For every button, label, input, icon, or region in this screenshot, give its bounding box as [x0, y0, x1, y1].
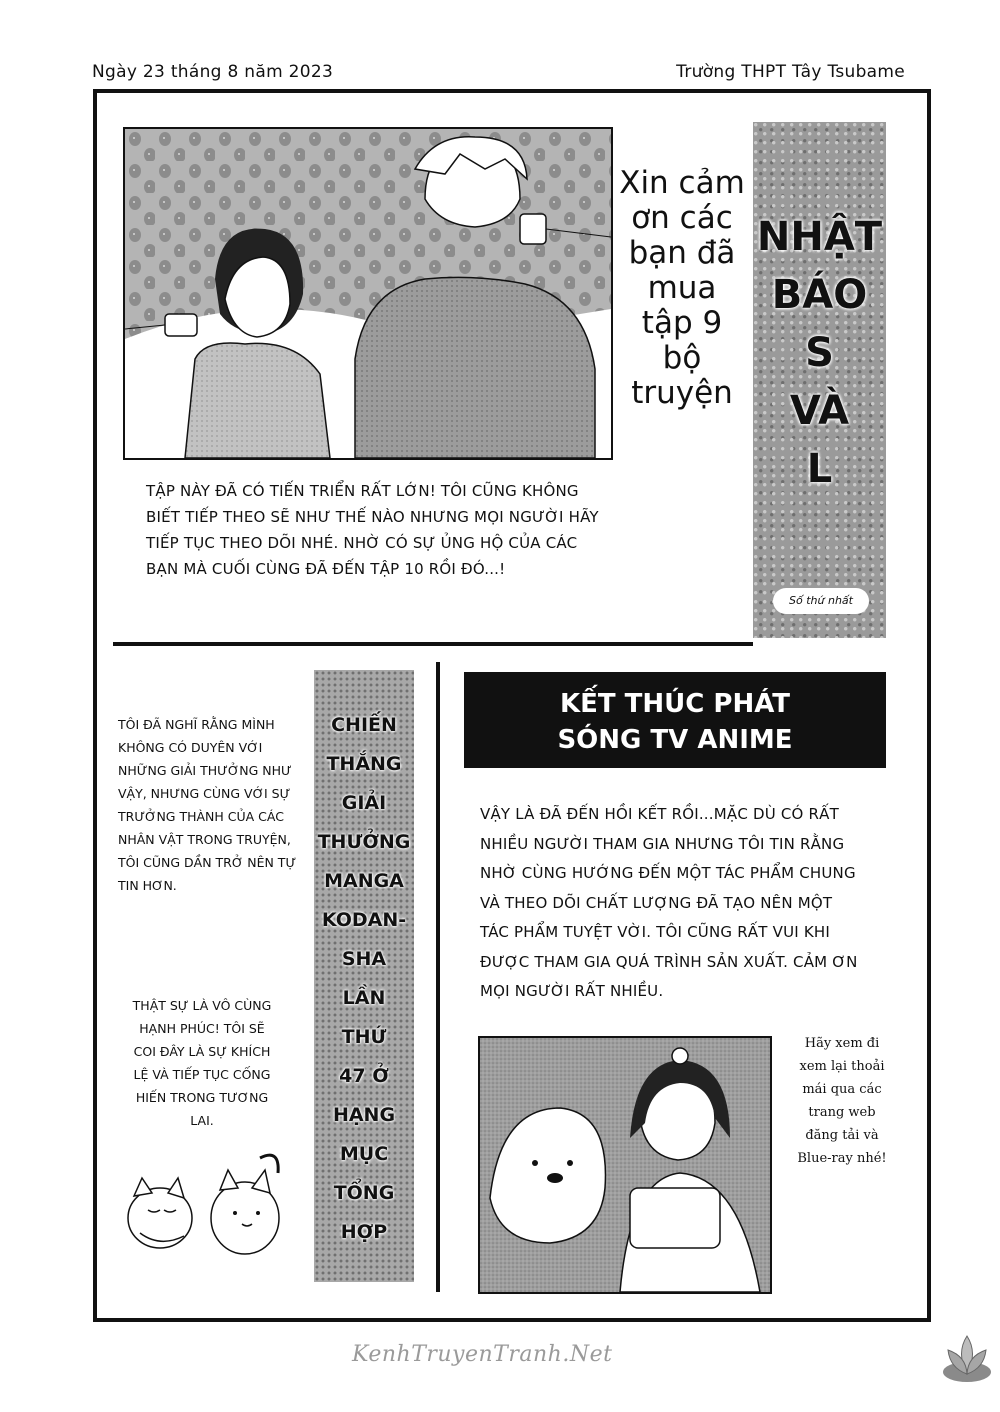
award-line: CHIẾN	[331, 714, 397, 736]
top-illustration	[123, 127, 613, 460]
couple-illustration	[125, 129, 611, 458]
headline-line: SÓNG TV ANIME	[557, 725, 793, 755]
gratitude-note: THẬT SỰ LÀ VÔ CÙNG HẠNH PHÚC! TÔI SẼ COI ĐÂY LÀ SỰ KHÍCH LỆ VÀ TIẾP TỤC CỐNG HIẾN TRONG TƯƠNG LAI.	[132, 998, 272, 1128]
award-line: LẦN	[342, 987, 386, 1009]
anime-message: VẬY LÀ ĐÃ ĐẾN HỒI KẾT RỒI...MẶC DÙ CÓ RẤT NHIỀU NGƯỜI THAM GIA NHƯNG TÔI TIN RẰNG NHỜ CÙNG HƯỚNG ĐẾN MỘT TÁC PHẨM CHUNG VÀ THEO DÕI CHẤT LƯỢNG ĐÃ TẠO NÊN MỘT TÁC PHẨM TUYỆT VỜI. TÔI CŨNG RẤT VUI KHI ĐƯỢC THAM GIA QUÁ TRÌNH SẢN XUẤT. CẢM ƠN MỌI NGƯỜI RẤT NHIỀU.	[480, 805, 858, 1000]
section-divider	[113, 642, 753, 646]
award-line: MANGA	[324, 870, 404, 892]
award-line: HẠNG	[332, 1104, 396, 1126]
issue-badge: Số thứ nhất	[773, 588, 869, 614]
thanks-message: Xin cảm ơn các bạn đã mua tập 9 bộ truyện	[619, 165, 745, 411]
banner-title-line: S	[805, 330, 834, 376]
award-line: THỨ	[341, 1026, 387, 1048]
award-line: SHA	[341, 948, 387, 970]
headline-line: KẾT THÚC PHÁT	[559, 689, 791, 719]
award-line: GIẢI	[341, 792, 387, 814]
award-comment: TÔI ĐÃ NGHĨ RẰNG MÌNH KHÔNG CÓ DUYÊN VỚI NHỮNG GIẢI THƯỞNG NHƯ VẬY, NHƯNG CÙNG VỚI SỰ TRƯỞNG THÀNH CỦA CÁC NHÂN VẬT TRONG TRUYỆN, TÔI CŨNG DẦN TRỞ NÊN TỰ TIN HƠN.	[118, 717, 297, 893]
column-divider	[436, 662, 440, 1292]
award-line: HỢP	[340, 1221, 388, 1243]
girl-with-dog-illustration	[480, 1038, 770, 1292]
banner-title-line: BÁO	[771, 272, 868, 318]
award-line: 47 Ở	[339, 1065, 389, 1087]
cats-illustration	[120, 1148, 290, 1263]
banner-title-line: L	[806, 446, 833, 492]
dog-illustration-panel	[478, 1036, 772, 1294]
streaming-note: Hãy xem đi xem lại thoải mái qua các trang web đăng tải và Blue-ray nhé!	[797, 1036, 887, 1166]
banner-title-line: NHẬT	[756, 214, 883, 260]
award-line: THƯỞNG	[317, 831, 411, 853]
school-name: Trường THPT Tây Tsubame	[676, 62, 905, 82]
volume-caption: TẬP NÀY ĐÃ CÓ TIẾN TRIỂN RẤT LỚN! TÔI CŨNG KHÔNG BIẾT TIẾP THEO SẼ NHƯ THẾ NÀO NHƯNG MỌI NGƯỜI HÃY TIẾP TỤC THEO DÕI NHÉ. NHỜ CÓ SỰ ỦNG HỘ CỦA CÁC BẠN MÀ CUỐI CÙNG ĐÃ ĐẾN TẬP 10 RỒI ĐÓ...!	[146, 478, 606, 608]
issue-date: Ngày 23 tháng 8 năm 2023	[92, 62, 334, 82]
newspaper-banner	[753, 122, 886, 638]
award-banner	[314, 670, 414, 1282]
banner-title-line: VÀ	[789, 388, 850, 434]
award-line: THẮNG	[326, 753, 402, 775]
lotus-logo-icon	[938, 1328, 996, 1386]
award-line: MỤC	[339, 1143, 389, 1165]
award-line: KODAN-	[321, 909, 407, 931]
site-watermark: KenhTruyenTranh.Net	[352, 1342, 613, 1367]
award-line: TỔNG	[333, 1182, 395, 1204]
anime-headline	[464, 672, 886, 768]
